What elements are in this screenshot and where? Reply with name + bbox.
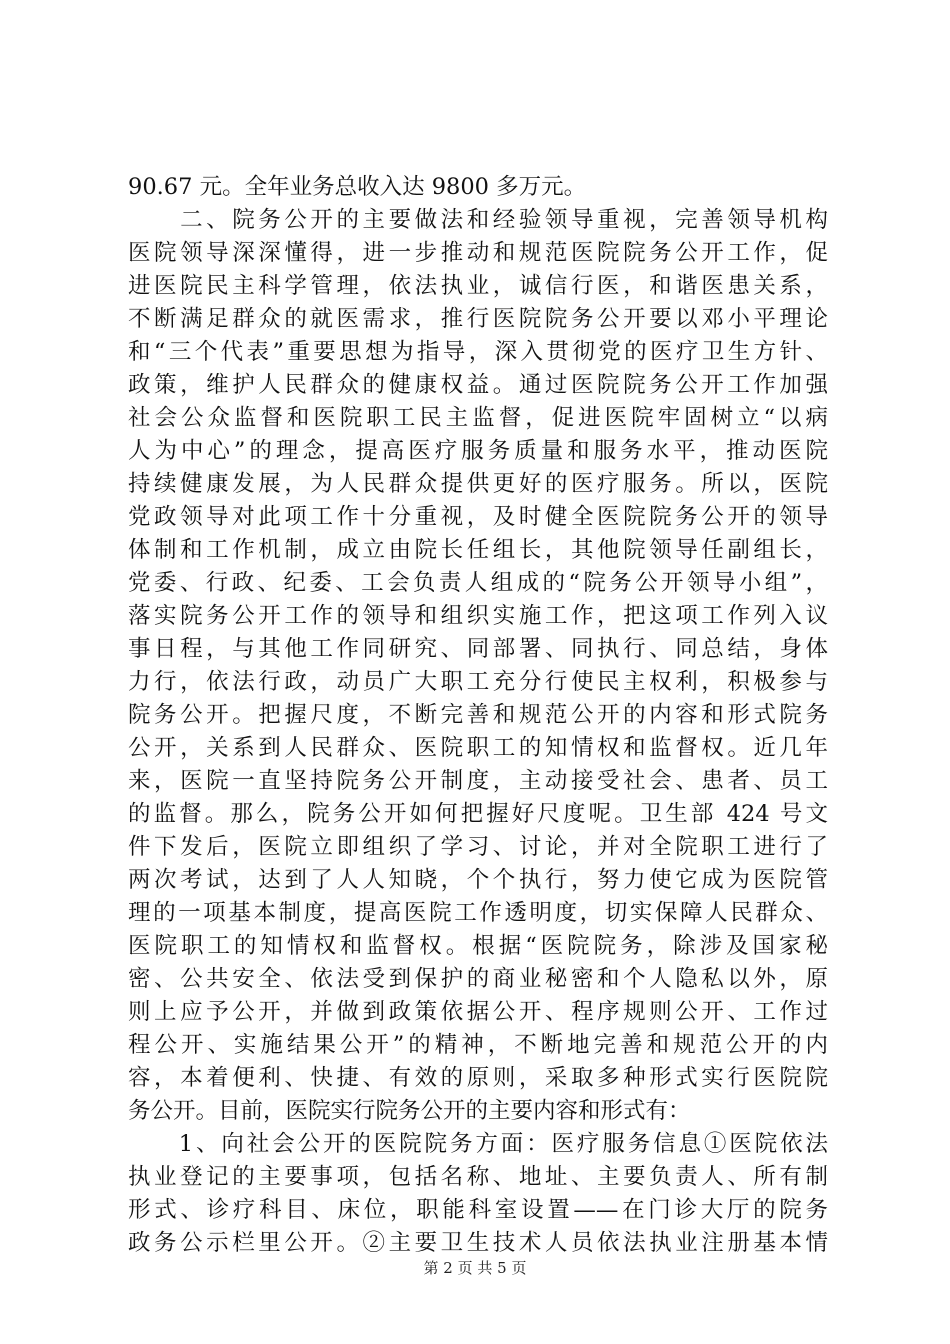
text-line: 则上应予公开，并做到政策依据公开、程序规则公开、工作过 — [128, 999, 828, 1025]
text-line: 人为中心”的理念，提高医疗服务质量和服务水平，推动医院 — [128, 438, 828, 464]
text-line: 进医院民主科学管理，依法执业，诚信行医，和谐医患关系， — [128, 273, 828, 299]
text-line: 形式、诊疗科目、床位，职能科室设置——在门诊大厅的院务 — [128, 1197, 828, 1223]
text-line: 的监督。那么，院务公开如何把握好尺度呢。卫生部 424 号文 — [128, 801, 828, 827]
text-line: 程公开、实施结果公开”的精神，不断地完善和规范公开的内 — [128, 1032, 828, 1058]
text-line: 社会公众监督和医院职工民主监督，促进医院牢固树立“以病 — [128, 405, 828, 431]
text-line: 力行，依法行政，动员广大职工充分行使民主权利，积极参与 — [128, 669, 828, 695]
text-line: 容，本着便利、快捷、有效的原则，采取多种形式实行医院院 — [128, 1065, 828, 1091]
text-line: 医院职工的知情权和监督权。根据“医院院务，除涉及国家秘 — [128, 933, 828, 959]
text-line: 院务公开。把握尺度，不断完善和规范公开的内容和形式院务 — [128, 702, 828, 728]
text-line: 90.67 元。全年业务总收入达 9800 多万元。 — [128, 174, 587, 200]
text-line: 和“三个代表”重要思想为指导，深入贯彻党的医疗卫生方针、 — [128, 339, 828, 365]
text-line: 持续健康发展，为人民群众提供更好的医疗服务。所以，医院 — [128, 471, 828, 497]
text-line: 政策，维护人民群众的健康权益。通过医院院务公开工作加强 — [128, 372, 828, 398]
text-line: 政务公示栏里公开。②主要卫生技术人员依法执业注册基本情 — [128, 1230, 828, 1256]
text-line: 务公开。目前，医院实行院务公开的主要内容和形式有： — [128, 1098, 691, 1124]
page-number-footer: 第 2 页 共 5 页 — [423, 1259, 527, 1277]
text-line: 件下发后，医院立即组织了学习、讨论，并对全院职工进行了 — [128, 834, 828, 860]
text-line: 党委、行政、纪委、工会负责人组成的“院务公开领导小组”， — [128, 570, 828, 596]
text-line: 二、院务公开的主要做法和经验领导重视，完善领导机构 — [128, 207, 828, 233]
text-line: 落实院务公开工作的领导和组织实施工作，把这项工作列入议 — [128, 603, 828, 629]
text-line: 体制和工作机制，成立由院长任组长，其他院领导任副组长， — [128, 537, 828, 563]
text-line: 来，医院一直坚持院务公开制度，主动接受社会、患者、员工 — [128, 768, 828, 794]
text-line: 密、公共安全、依法受到保护的商业秘密和个人隐私以外，原 — [128, 966, 828, 992]
text-line: 公开，关系到人民群众、医院职工的知情权和监督权。近几年 — [128, 735, 828, 761]
text-line: 党政领导对此项工作十分重视，及时健全医院院务公开的领导 — [128, 504, 828, 530]
text-line: 执业登记的主要事项，包括名称、地址、主要负责人、所有制 — [128, 1164, 828, 1190]
text-line: 事日程，与其他工作同研究、同部署、同执行、同总结，身体 — [128, 636, 828, 662]
text-line: 1、向社会公开的医院院务方面：医疗服务信息①医院依法 — [128, 1131, 828, 1157]
text-line: 医院领导深深懂得，进一步推动和规范医院院务公开工作，促 — [128, 240, 828, 266]
text-line: 理的一项基本制度，提高医院工作透明度，切实保障人民群众、 — [128, 900, 828, 926]
text-line: 不断满足群众的就医需求，推行医院院务公开要以邓小平理论 — [128, 306, 828, 332]
text-line: 两次考试，达到了人人知晓，个个执行，努力使它成为医院管 — [128, 867, 828, 893]
